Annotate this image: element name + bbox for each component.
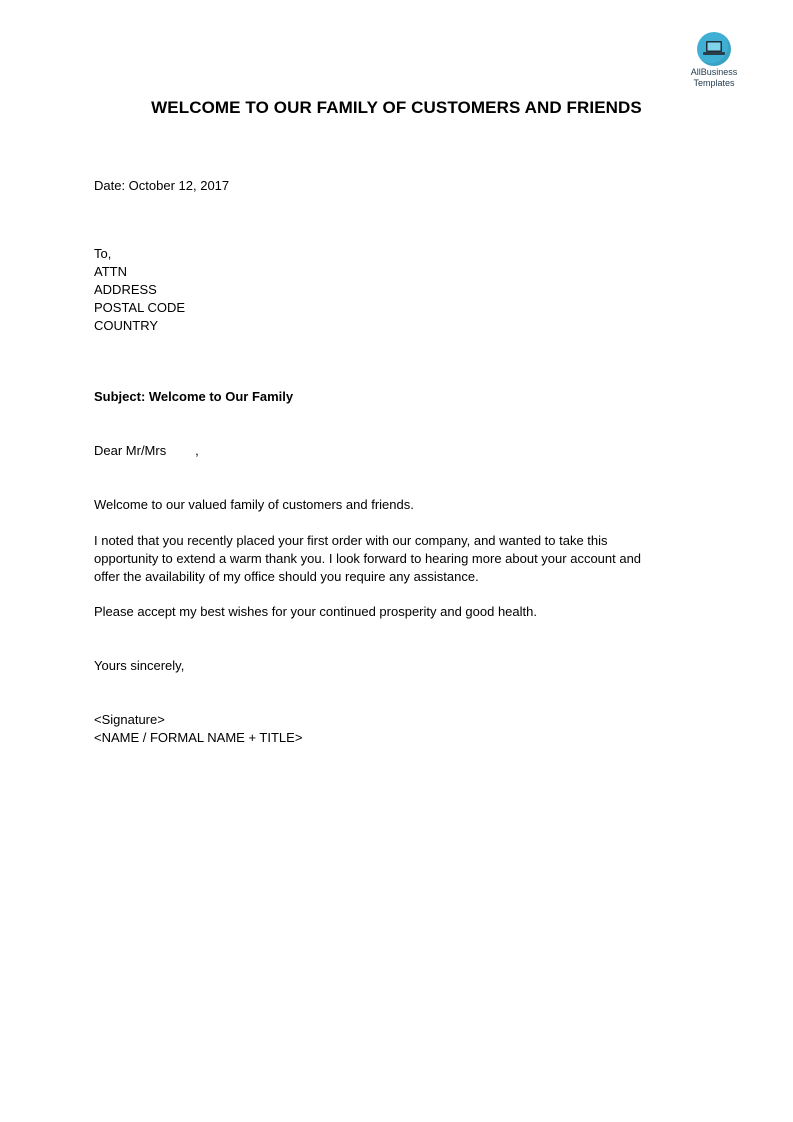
recipient-address: ADDRESS (94, 282, 157, 297)
closing: Yours sincerely, (94, 658, 185, 673)
letter-subject: Subject: Welcome to Our Family (94, 389, 294, 404)
recipient-attn: ATTN (94, 264, 127, 279)
body-paragraph-2-line: opportunity to extend a warm thank you. I look forward to hearing more about your account and (94, 551, 642, 566)
signature-placeholder: <Signature> (94, 712, 165, 727)
logo-text-line2: Templates (693, 78, 735, 88)
recipient-to: To, (94, 246, 112, 261)
recipient-postal-code: POSTAL CODE (94, 300, 186, 315)
recipient-country: COUNTRY (94, 318, 159, 333)
salutation: Dear Mr/Mrs , (94, 443, 199, 458)
allbusiness-templates-logo (684, 32, 744, 88)
body-paragraph-3: Please accept my best wishes for your continued prosperity and good health. (94, 604, 537, 619)
document-title: WELCOME TO OUR FAMILY OF CUSTOMERS AND FRIENDS (151, 98, 642, 117)
letter-date: Date: October 12, 2017 (94, 178, 230, 193)
body-paragraph-2-line: offer the availability of my office should you require any assistance. (94, 569, 479, 584)
laptop-icon (697, 32, 731, 66)
name-title-placeholder: <NAME / FORMAL NAME + TITLE> (94, 730, 303, 745)
logo-text-line1: AllBusiness (690, 67, 738, 77)
body-paragraph-2 (94, 532, 694, 586)
body-paragraph-2-line: I noted that you recently placed your first order with our company, and wanted to take this (94, 533, 608, 548)
body-paragraph-1: Welcome to our valued family of customers and friends. (94, 497, 414, 512)
